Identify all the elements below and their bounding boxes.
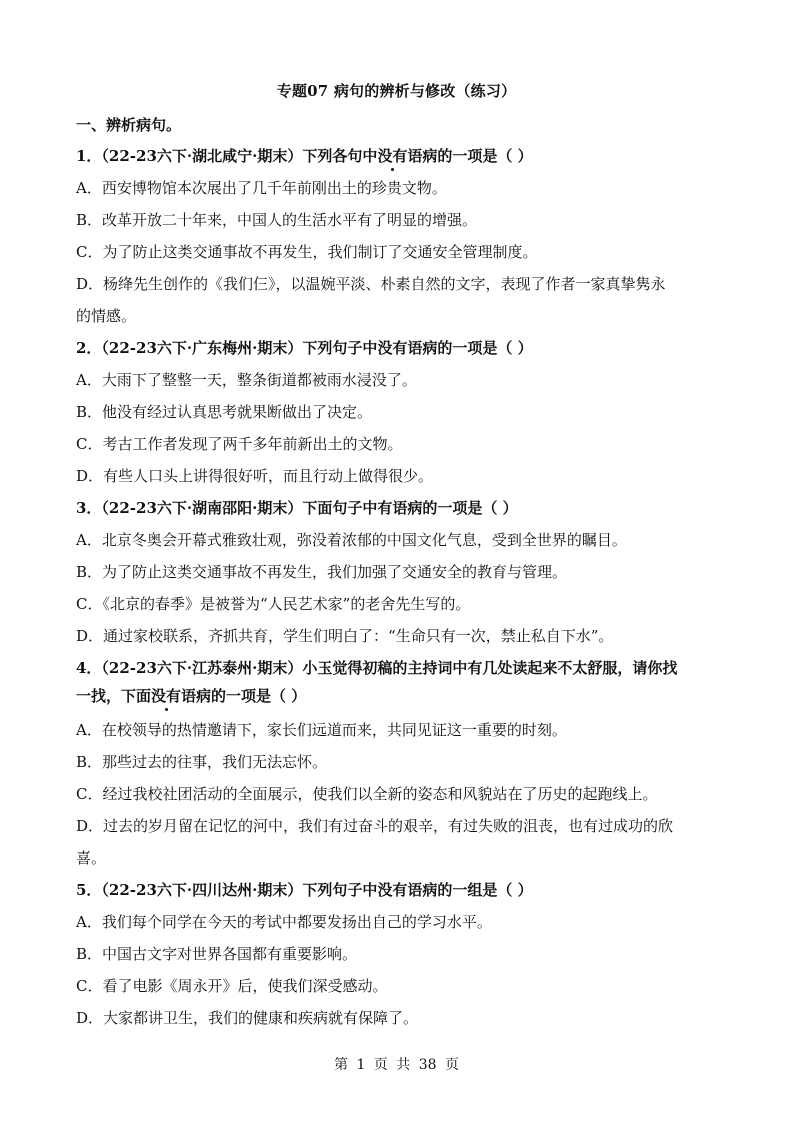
question-5-option-b: B．中国古文字对世界各国都有重要影响。	[76, 945, 358, 963]
question-1-option-b: B．改革开放二十年来，中国人的生活水平有了明显的增强。	[76, 211, 478, 229]
emphasis-mark: 没有	[151, 687, 182, 705]
question-1-option-a: A．西安博物馆本次展出了几千年前刚出土的珍贵文物。	[76, 179, 447, 197]
question-2-option-c: C．考古工作者发现了两千多年前新出土的文物。	[76, 435, 403, 453]
section-heading: 一、辨析病句。	[76, 116, 182, 134]
question-3-option-d: D．通过家校联系，齐抓共育，学生们明白了：“生命只有一次，禁止私自下水”。	[76, 627, 614, 645]
page-title: 专题07 病句的辨析与修改（练习）	[276, 82, 517, 100]
question-5-option-a: A．我们每个同学在今天的考试中都要发扬出自己的学习水平。	[76, 913, 492, 931]
question-4-option-c: C．经过我校社团活动的全面展示，使我们以全新的姿态和风貌站在了历史的起跑线上。	[76, 785, 658, 803]
emphasis-mark: 没有	[377, 147, 408, 165]
question-2-option-d: D．有些人口头上讲得很好听，而且行动上做得很少。	[76, 467, 434, 485]
question-5-option-c: C．看了电影《周永开》后，使我们深受感动。	[76, 977, 388, 995]
question-4-option-a: A．在校领导的热情邀请下，家长们远道而来，共同见证这一重要的时刻。	[76, 721, 567, 739]
question-3-stem: 3．（22-23六下·湖南邵阳·期末）下面句子中有语病的一项是（ ）	[76, 499, 518, 517]
page-footer: 第 1 页 共 38 页	[334, 1057, 459, 1073]
question-4-option-d-continued: 喜。	[76, 849, 107, 867]
question-5-stem: 5．（22-23六下·四川达州·期末）下列句子中没有语病的一组是（ ）	[76, 881, 533, 899]
question-4-stem: 4．（22-23六下·江苏泰州·期末）小玉觉得初稿的主持词中有几处读起来不太舒服，请你找	[76, 659, 678, 677]
question-1-option-d-continued: 的情感。	[76, 307, 137, 325]
question-3-option-c: C．《北京的春季》是被誉为“人民艺术家”的老舍先生写的。	[76, 595, 471, 613]
question-2-stem: 2．（22-23六下·广东梅州·期末）下列句子中没有语病的一项是（ ）	[76, 339, 533, 357]
question-2-option-a: A．大雨下了整整一天，整条街道都被雨水浸没了。	[76, 371, 417, 389]
question-1-option-c: C．为了防止这类交通事故不再发生，我们制订了交通安全管理制度。	[76, 243, 538, 261]
question-3-option-b: B．为了防止这类交通事故不再发生，我们加强了交通安全的教育与管理。	[76, 563, 568, 581]
question-1-option-d: D．杨绛先生创作的《我们仨》，以温婉平淡、朴素自然的文字，表现了作者一家真挚隽永	[76, 275, 666, 293]
question-4-option-b: B．那些过去的往事，我们无法忘怀。	[76, 753, 328, 771]
question-1-stem: 1．（22-23六下·湖北咸宁·期末）下列各句中没有语病的一项是（ ）	[76, 147, 533, 165]
question-3-option-a: A．北京冬奥会开幕式雅致壮观，弥没着浓郁的中国文化气息，受到全世界的瞩目。	[76, 531, 627, 549]
question-4-stem-continued: 一找，下面没有语病的一项是（ ）	[76, 687, 307, 705]
question-5-option-d: D．大家都讲卫生，我们的健康和疾病就有保障了。	[76, 1009, 419, 1027]
question-4-option-d: D．过去的岁月留在记忆的河中，我们有过奋斗的艰辛，有过失败的沮丧，也有过成功的欣	[76, 817, 674, 835]
question-2-option-b: B．他没有经过认真思考就果断做出了决定。	[76, 403, 373, 421]
